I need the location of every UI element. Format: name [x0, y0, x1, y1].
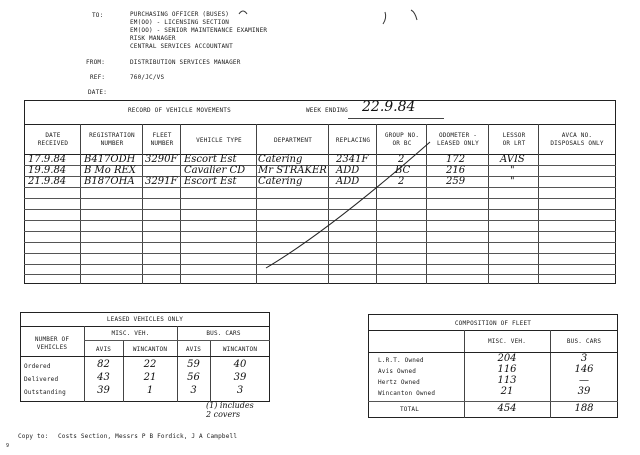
cell-value: 82	[97, 359, 110, 370]
cell-value: 146	[574, 364, 594, 375]
total-row	[368, 403, 618, 416]
col-header-odometer: ODOMETER - LEASED ONLY	[437, 132, 479, 147]
col-header-misc: MISC. VEH.	[487, 338, 527, 345]
table-divider	[20, 356, 270, 357]
recipient-line: CENTRAL SERVICES ACCOUNTANT	[130, 43, 233, 50]
table-divider	[84, 340, 270, 341]
cell-value: 40	[233, 359, 247, 370]
recipient-line: EM(OO) - LICENSING SECTION	[130, 19, 230, 26]
week-ending-label: WEEK ENDING	[306, 107, 348, 114]
cell-odometer: 216	[446, 165, 466, 176]
cell-odometer: 172	[446, 154, 466, 165]
cell-value: 43	[97, 372, 110, 383]
col-header-group: GROUP NO. OR BC	[384, 132, 420, 147]
leased-title: LEASED VEHICLES ONLY	[106, 316, 184, 323]
page-mark: 9	[6, 443, 10, 449]
week-ending-value: 22.9.84	[362, 99, 416, 115]
cell-value: 113	[497, 375, 517, 386]
number-of-vehicles-label: NUMBER OF VEHICLES	[34, 336, 70, 351]
cell-registration: B417ODH	[84, 154, 136, 165]
sub-col-avis: AVIS	[185, 346, 202, 353]
record-title: RECORD OF VEHICLE MOVEMENTS	[128, 107, 231, 114]
recipient-line: EM(OO) - SENIOR MAINTENANCE EXAMINER	[130, 27, 268, 34]
ref-value: 760/JC/VS	[130, 74, 165, 81]
date-label: DATE:	[88, 89, 108, 96]
cell-value: —	[579, 375, 589, 386]
cell-lessor: "	[510, 176, 515, 187]
col-header-lessor: LESSOR OR LRT	[502, 132, 526, 147]
recipient-line: PURCHASING OFFICER (BUSES)	[130, 11, 230, 18]
sub-col-avis: AVIS	[95, 346, 112, 353]
cell-value: 56	[187, 372, 200, 383]
cell-replacing: ADD	[336, 165, 360, 176]
total-bus-value: 188	[574, 403, 594, 414]
table-divider	[368, 401, 618, 402]
row-label: Avis Owned	[378, 368, 417, 375]
cell-department: Mr STRAKER	[258, 165, 327, 176]
cell-value: 21	[500, 386, 514, 397]
col-header-replacing: REPLACING	[335, 137, 371, 144]
cell-lessor: "	[510, 165, 515, 176]
cell-lessor: AVIS	[500, 154, 525, 165]
cell-value: 59	[187, 359, 200, 370]
ref-label: REF:	[90, 74, 106, 81]
row-label: Ordered	[24, 363, 51, 370]
sub-col-wincanton: WINCANTON	[132, 346, 168, 353]
from-value: DISTRIBUTION SERVICES MANAGER	[130, 59, 241, 66]
cell-group: 2	[398, 176, 405, 187]
cell-department: Catering	[258, 176, 303, 187]
sub-col-wincanton: WINCANTON	[222, 346, 258, 353]
cell-registration: B187OHA	[84, 176, 135, 187]
recipient-line: RISK MANAGER	[130, 35, 176, 42]
cell-date: 19.9.84	[28, 165, 67, 176]
cell-replacing: 2341F	[336, 154, 369, 165]
cell-vehicle-type: Cavalier CD	[184, 165, 246, 176]
cell-value: 3	[580, 353, 588, 364]
table-divider	[20, 326, 270, 327]
col-header-avca: AVCA NO. DISPOSALS ONLY	[550, 132, 604, 147]
table-row	[368, 388, 618, 399]
to-label: TO:	[92, 12, 104, 19]
cell-value: 116	[497, 364, 517, 375]
cell-date: 17.9.84	[28, 154, 67, 165]
col-header-fleet: FLEET NUMBER	[150, 132, 174, 147]
cell-registration: B Mo REX	[84, 165, 136, 176]
cell-value: 39	[233, 372, 247, 383]
col-header-date: DATE RECEIVED	[37, 132, 69, 147]
bus-cars-header: BUS. CARS	[206, 330, 241, 337]
misc-veh-header: MISC. VEH.	[111, 330, 150, 337]
table-row	[20, 386, 270, 399]
col-header-department: DEPARTMENT	[273, 137, 313, 144]
cell-department: Catering	[258, 154, 303, 165]
col-header-vehicle-type: VEHICLE TYPE	[196, 137, 242, 144]
from-label: FROM:	[86, 59, 106, 66]
cell-value: 3	[236, 385, 244, 396]
cell-value: 39	[97, 385, 110, 396]
cell-value: 22	[143, 359, 157, 370]
cell-value: 21	[143, 372, 157, 383]
handwritten-note: (1) includes 2 covers	[206, 401, 254, 419]
cell-value: 3	[190, 385, 197, 396]
cell-vehicle-type: Escort Est	[184, 154, 237, 165]
composition-title: COMPOSITION OF FLEET	[454, 320, 532, 327]
row-label: L.R.T. Owned	[378, 357, 424, 364]
cell-fleet: 3291F	[145, 176, 178, 187]
row-label: Outstanding	[24, 389, 66, 396]
row-label: Delivered	[24, 376, 59, 383]
cell-value: 1	[146, 385, 154, 396]
col-header-bus: BUS. CARS	[566, 338, 602, 345]
table-divider	[368, 330, 618, 331]
cell-replacing: ADD	[336, 176, 360, 187]
copy-to-label: Copy to:	[18, 433, 49, 440]
cell-group: BC	[395, 165, 411, 176]
cell-vehicle-type: Escort Est	[184, 176, 237, 187]
total-misc-value: 454	[497, 403, 517, 414]
cell-date: 21.9.84	[28, 176, 67, 187]
row-label: Wincanton Owned	[378, 390, 436, 397]
col-header-registration: REGISTRATION NUMBER	[89, 132, 135, 147]
total-label: TOTAL	[400, 406, 420, 413]
cell-fleet: 3290F	[145, 154, 178, 165]
cell-odometer: 259	[446, 176, 466, 187]
row-label: Hertz Owned	[378, 379, 420, 386]
cell-value: 39	[577, 386, 591, 397]
cell-value: 204	[497, 353, 517, 364]
cell-group: 2	[398, 154, 405, 165]
copy-to-value: Costs Section, Messrs P B Fordick, J A Campbell	[58, 433, 238, 440]
